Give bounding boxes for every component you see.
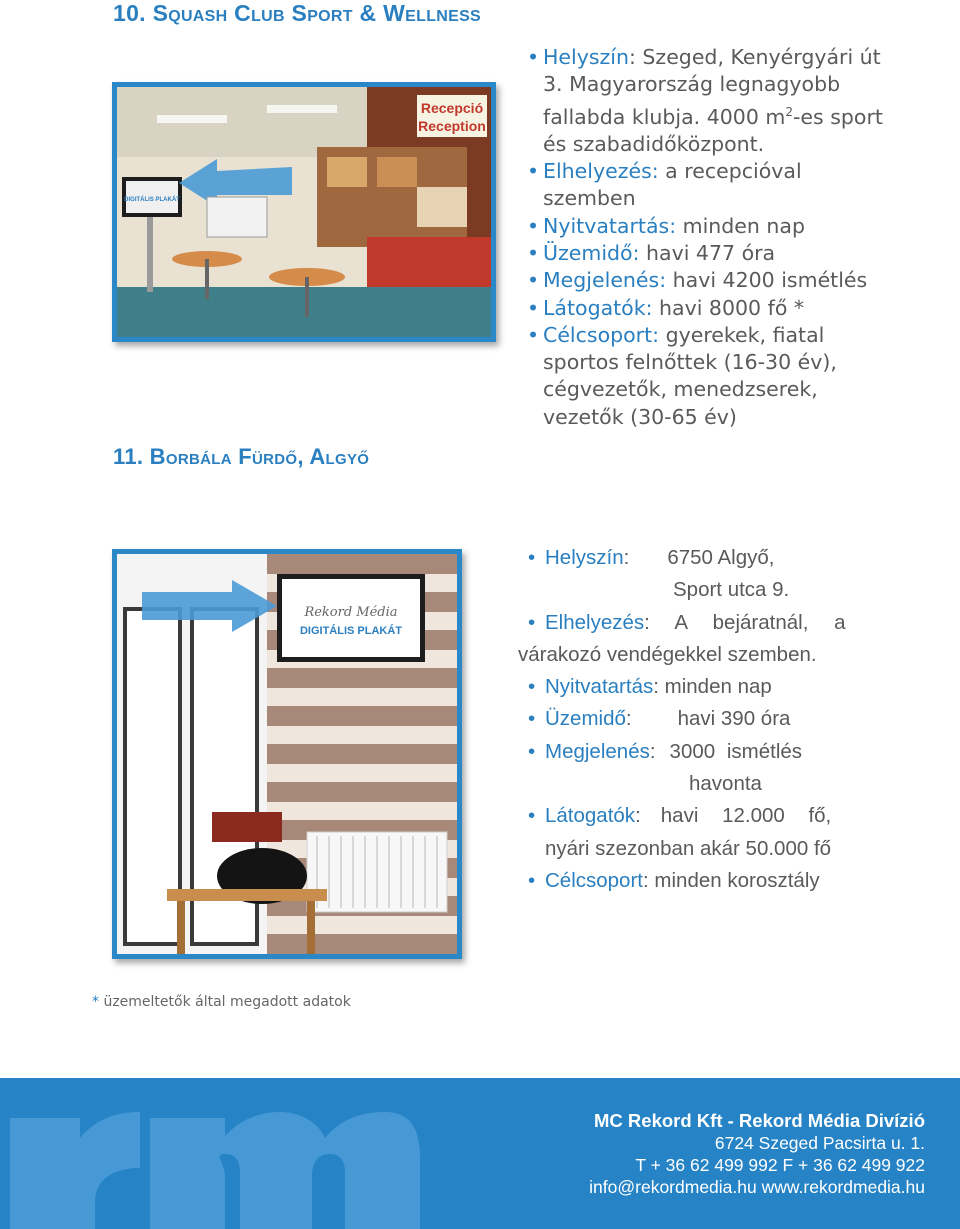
footer (0, 1078, 960, 1229)
detail-appearances: • Megjelenés: havi 4200 ismétlés (543, 267, 893, 294)
footnote: * üzemeltetők által megadott adatok (92, 994, 351, 1010)
screen-brand-line2: DIGITÁLIS PLAKÁT (299, 625, 403, 637)
bullet-icon: • (528, 739, 536, 763)
squash-club-details (527, 44, 893, 431)
bullet-icon: • (527, 159, 540, 184)
detail-target-group: • Célcsoport: minden korosztály (518, 865, 868, 897)
screen-text: DIGITÁLIS PLAKÁT (124, 197, 180, 203)
detail-appearances: • Megjelenés: 3000 ismétlés havonta (518, 736, 868, 801)
detail-opening-hours: • Nyitvatartás: minden nap (518, 671, 868, 703)
section-title-borbala: 11. Borbála Fürdő, Algyő (113, 444, 370, 469)
bullet-icon: • (528, 804, 536, 828)
detail-visitors: • Látogatók: havi 12.000 fő, nyári szezonban akár 50.000 fő (518, 800, 868, 865)
detail-location: • Helyszín: Szeged, Kenyérgyári út 3. Magyarország legnagyobb fallabda klubja. 4000 $m^2-es$ sport és szabadidőközpont. (527, 45, 883, 156)
reception-illustration (117, 87, 491, 337)
footer-phone: T + 36 62 499 992 F + 36 62 499 922 (635, 1155, 925, 1175)
detail-location: • Helyszín: 6750 Algyő, Sport utca 9. (518, 542, 868, 607)
footer-address: 6724 Szeged Pacsirta u. 1. (714, 1133, 925, 1153)
screen-brand-line1: Rekord Média (304, 605, 398, 620)
bullet-icon: • (528, 610, 536, 634)
detail-opening-hours: • Nyitvatartás: minden nap (543, 213, 893, 240)
borbala-bath-entrance-photo (112, 549, 462, 959)
bullet-icon: • (528, 707, 536, 731)
squash-club-reception-photo (112, 82, 496, 342)
section-title-squash: 10. Squash Club Sport & Wellness (113, 0, 482, 26)
detail-visitors: • Látogatók: havi 8000 fő * (543, 295, 893, 322)
reception-sign-line2: Reception (418, 118, 486, 134)
bullet-icon: • (528, 868, 536, 892)
borbala-details (518, 542, 868, 897)
rm-logo-icon (0, 1078, 420, 1229)
detail-placement: • Elhelyezés: a recepcióval szemben (527, 159, 802, 211)
bullet-icon: • (527, 295, 540, 320)
detail-placement: • Elhelyezés: A bejáratnál, a várakozó vendégekkel szemben. (518, 607, 868, 672)
footer-web[interactable]: info@rekordmedia.hu www.rekordmedia.hu (589, 1177, 925, 1197)
detail-operating-time: • Üzemidő: havi 390 óra (518, 703, 868, 735)
detail-target-group: • Célcsoport: gyerekek, fiatal sportos felnőttek (16-30 év), cégvezetők, menedzserek, vezetők (30-65 év) (527, 322, 837, 429)
footer-contact (589, 1110, 925, 1198)
bullet-icon: • (527, 213, 540, 238)
bullet-icon: • (528, 675, 536, 699)
entrance-illustration (117, 554, 457, 954)
reception-sign-line1: Recepció (420, 100, 484, 116)
footer-company: MC Rekord Kft - Rekord Média Divízió (594, 1110, 925, 1131)
bullet-icon: • (527, 268, 540, 293)
bullet-icon: • (527, 322, 540, 347)
bullet-icon: • (527, 45, 540, 69)
detail-operating-time: • Üzemidő: havi 477 óra (543, 240, 893, 267)
bullet-icon: • (527, 240, 540, 265)
bullet-icon: • (528, 546, 536, 569)
